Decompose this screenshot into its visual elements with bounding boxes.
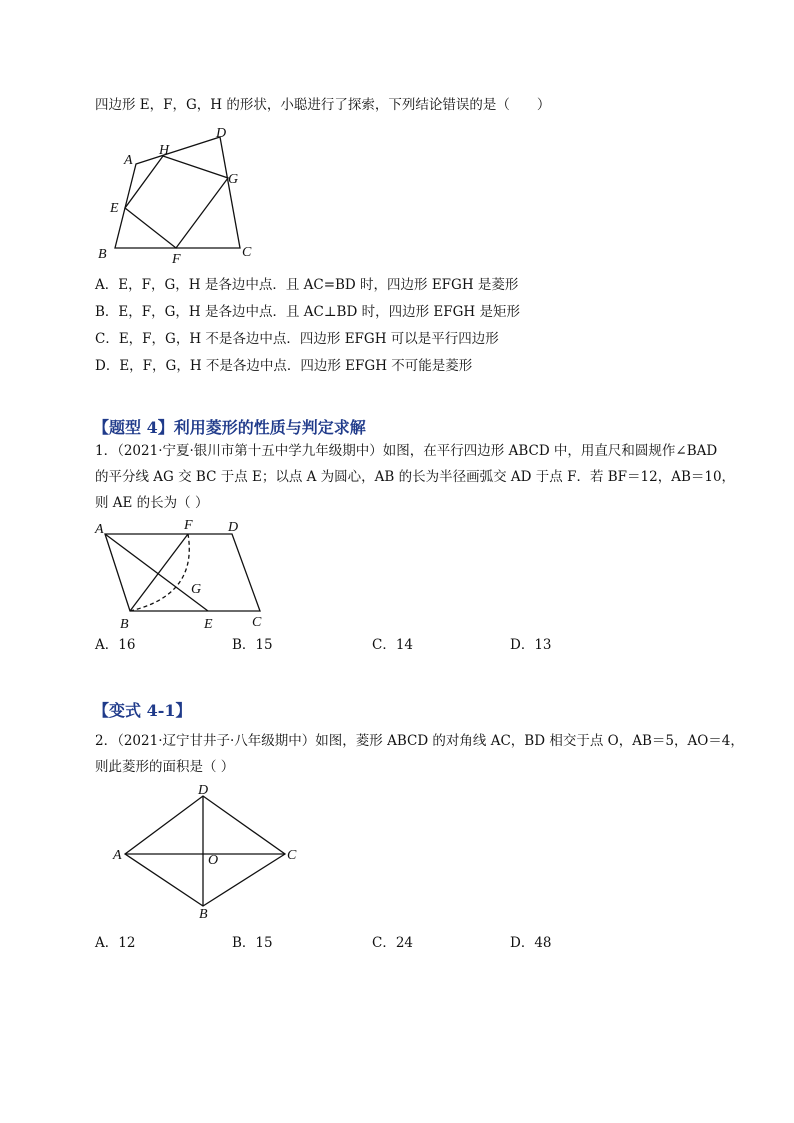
quadrilateral-figure: [90, 120, 270, 270]
rhombus-abcd: [125, 796, 285, 906]
q1-line2: 的平分线 AG 交 BC 于点 E；以点 A 为圆心，AB 的长为半径画弧交 AD 于点 F．若 BF＝12，AB＝10，: [95, 469, 736, 485]
label-B: B: [199, 907, 208, 922]
label-E: E: [110, 201, 119, 216]
quad-abcd: [115, 137, 240, 248]
label-O: O: [208, 853, 219, 868]
label-E: E: [204, 617, 213, 632]
label-D: D: [228, 520, 239, 535]
rhombus-figure: [105, 780, 305, 925]
label-F: F: [172, 252, 181, 267]
q2-option-b: B．15: [232, 935, 273, 951]
q1-line1: 1．（2021·宁夏·银川市第十五中学九年级期中）如图，在平行四边形 ABCD 中，用直尺和圆规作∠BAD: [95, 443, 718, 459]
variant-heading: 【变式 4-1】: [93, 701, 192, 720]
parallelogram-abcd: [105, 534, 260, 611]
label-B: B: [98, 247, 107, 262]
q2-line1: 2．（2021·辽宁甘井子·八年级期中）如图，菱形 ABCD 的对角线 AC，BD 相交于点 O，AB＝5，AO＝4，: [95, 733, 744, 749]
parallelogram-figure: [90, 515, 280, 635]
q2-option-a: A．12: [95, 935, 136, 951]
label-G: G: [191, 582, 202, 597]
q1-option-b: B．15: [232, 637, 273, 653]
label-D: D: [216, 126, 227, 141]
quad-efgh: [125, 156, 228, 248]
q2-option-d: D．48: [510, 935, 552, 951]
label-G: G: [228, 172, 239, 187]
q2-option-c: C．24: [372, 935, 414, 951]
section-heading-4: 【题型 4】利用菱形的性质与判定求解: [93, 418, 366, 437]
label-F: F: [184, 518, 193, 533]
q1-line3: 则 AE 的长为（ ）: [95, 495, 209, 511]
label-A: A: [113, 848, 122, 863]
option-b: B．E，F，G，H 是各边中点．且 AC⊥BD 时，四边形 EFGH 是矩形: [95, 304, 520, 320]
option-d: D．E，F，G，H 不是各边中点．四边形 EFGH 不可能是菱形: [95, 358, 473, 374]
label-D: D: [198, 783, 209, 798]
q1-option-d: D．13: [510, 637, 552, 653]
label-C: C: [242, 245, 252, 260]
option-a: A．E，F，G，H 是各边中点．且 AC=BD 时，四边形 EFGH 是菱形: [95, 277, 519, 293]
label-H: H: [159, 143, 170, 158]
label-C: C: [252, 615, 262, 630]
option-c: C．E，F，G，H 不是各边中点．四边形 EFGH 可以是平行四边形: [95, 331, 499, 347]
q2-line2: 则此菱形的面积是（ ）: [95, 759, 235, 775]
segment-ae: [105, 534, 208, 611]
label-C: C: [287, 848, 297, 863]
label-A: A: [124, 153, 133, 168]
q1-option-c: C．14: [372, 637, 414, 653]
q1-option-a: A．16: [95, 637, 136, 653]
segment-bf: [130, 534, 188, 611]
label-A: A: [95, 522, 104, 537]
question-stem-prev: 四边形 E，F，G，H 的形状，小聪进行了探索，下列结论错误的是（ ）: [95, 97, 551, 113]
label-B: B: [120, 617, 129, 632]
